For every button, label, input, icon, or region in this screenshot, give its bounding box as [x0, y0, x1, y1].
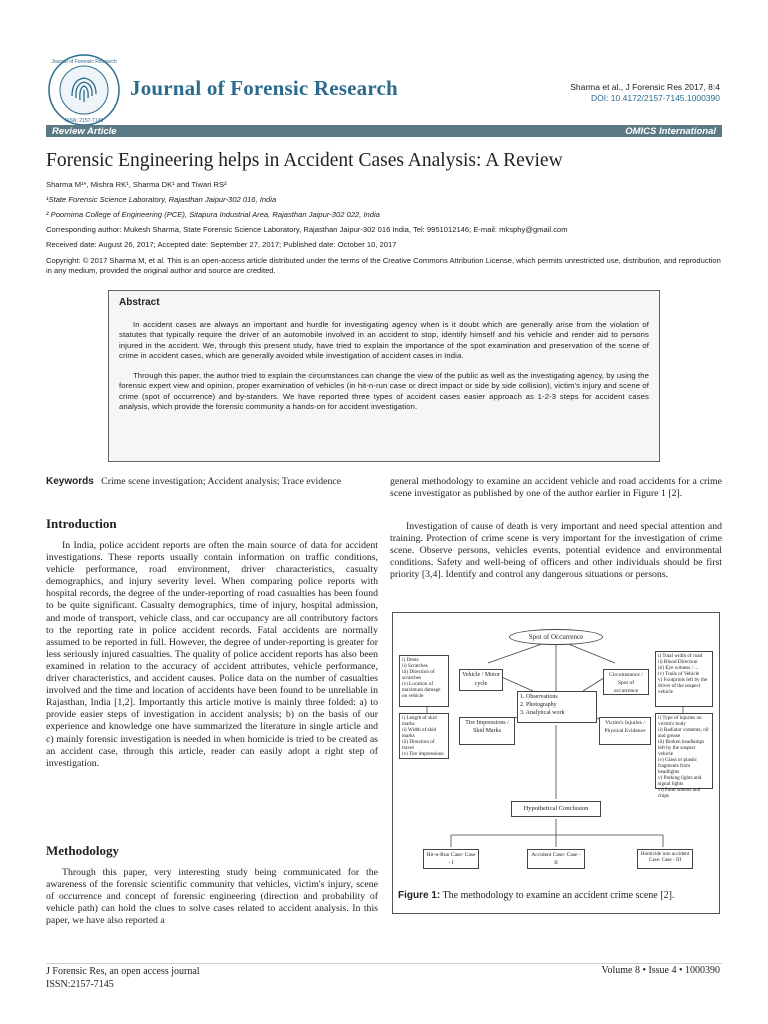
citation-text: Sharma et al., J Forensic Res 2017, 8:4 [570, 82, 720, 92]
hypothetical-conclusion-node: Hypothetical Conclusion [511, 801, 601, 817]
right-column-p2 [390, 521, 722, 581]
figure-caption-label: Figure 1: [398, 890, 441, 901]
victim-evidence-list: i) Type of injuries on victim's body ii) Radiator contents; oil and grease iii) Broken headlamps left by the suspect vehicle iv) Glass or plastic fragments from headlights v) Parking lights and signal lights vi) Paint smears and chips [655, 713, 713, 789]
abstract-heading: Abstract [119, 297, 160, 308]
case-2-node: Accident Case: Case - II [527, 849, 585, 869]
abstract-box [108, 290, 660, 462]
publisher: OMICS International [625, 125, 716, 137]
footer-volume: Volume 8 • Issue 4 • 1000390 [601, 965, 720, 976]
methodology-heading: Methodology [46, 843, 119, 858]
article-type-bar [46, 125, 722, 137]
tire-impressions-node: Tire Impressions / Skid Marks [459, 717, 515, 745]
center-steps-node: 1. Observations 2. Photography 3. Analytical work [517, 691, 597, 723]
methodology-text: Through this paper, very interesting study being communicated for the awareness of the forensic scientific community that vehicles, victim's injury, scene of occurrence and concept of forensic engineering (direction and probability of vehicle path) can hold the clues to solve cases related to accident analysis. In this paper, we have also reported a [46, 867, 378, 927]
article-type: Review Article [52, 125, 117, 137]
journal-title: Journal of Forensic Research [130, 76, 398, 100]
vehicle-evidence-list: i) Dents ii) Scratches iii) Direction of scratches iv) Location of maximum damage on vehicle [399, 655, 449, 707]
copyright: Copyright: © 2017 Sharma M, et al. This is an open-access article distributed under the terms of the Creative Commons Attribution License, which permits unrestricted use, distribution, and reproduction in any medium, provided the original author and source are credited. [46, 256, 721, 275]
introduction-heading: Introduction [46, 516, 117, 531]
paper-title: Forensic Engineering helps in Accident Cases Analysis: A Review [46, 150, 563, 171]
introduction-body [46, 540, 378, 770]
footer-divider [46, 963, 722, 964]
skid-mark-list: i) Length of skid marks ii) Width of skid marks iii) Direction of travel iv) Tire impressions [399, 713, 449, 759]
affiliation-1: ¹State Forensic Science Laboratory, Rajasthan Jaipur-302 016, India [46, 195, 277, 204]
circumstance-node: Circumstance / Spot of occurrence [603, 669, 649, 695]
figure-1 [392, 612, 720, 914]
doi-link[interactable]: DOI: 10.4172/2157-7145.1000390 [590, 93, 720, 103]
abstract-paragraph-1: In accident cases are always an important and hurdle for investigating agency when is it doubt which are generally arise from the violation of statutes that typically require the driver of an automobile involved in an accident to stop, identify himself and his vehicle and render aid to persons injured in the accident. We, through this present study, have tried to explain the importance of the spot examination and preservation of the scene of crime in accident cases, which are generally avoided while investigation of accident cases in India. [119, 320, 649, 360]
footer-issn: ISSN:2157-7145 [46, 979, 114, 990]
dates: Received date: August 26, 2017; Accepted date: September 27, 2017; Published date: October 10, 2017 [46, 240, 397, 249]
keywords [46, 476, 378, 488]
case-1-node: Hit-n-Run Case: Case - I [423, 849, 479, 869]
vehicle-node: Vehicle / Motor cycle [459, 669, 503, 691]
citation [570, 82, 720, 104]
footer-journal: J Forensic Res, an open access journal [46, 966, 200, 977]
abstract-paragraph-2: Through this paper, the author tried to explain the circumstances can change the view of the public as well as the investigating agency, by using the forensic expert view and opinion, proper examination of vehicles (in hit-n-run case or direct impact or side by side collision), victim's injury and scene of crime (spot of occurrence) and by-standers. We have reported three types of accident cases easier approach as 1-2-3 steps for accident cases analysis, which provide the forensic community a hands-on for accident investigation. [119, 371, 649, 412]
scene-evidence-list: i) Total width of road ii) Blood Direction iii) Eye witness / ... iv) Trails of Vehicle v) Footprints left by the driver of the suspect vehicle [655, 651, 713, 707]
methodology-body [46, 867, 378, 927]
figure-caption-text: The methodology to examine an accident crime scene [2]. [440, 890, 675, 901]
case-3-node: Homicide into accident Case: Case - III [637, 849, 693, 869]
victim-injuries-node: Victim's Injuries / Physical Evidence [599, 717, 651, 745]
footer-left [46, 965, 200, 991]
right-paragraph-1: general methodology to examine an accident vehicle and road accidents for a crime scene investigator as published by one of the author earlier in Figure 1 [2]. [390, 476, 722, 500]
figure-caption [398, 890, 674, 901]
spot-of-occurrence-node: Spot of Occurrence [509, 629, 603, 645]
introduction-text: In India, police accident reports are often the main source of data for accident investigations. These reports usually contain information on traffic conditions, vehicle performance, road environment, driver characteristics, casualty demographics, and injury severity level. When comparing police reports with hospital records, the degree of the under-reporting of road casualties has been found to be quite significant. Casualty demographics, time of injury, hospital admission, and mode of transport, vehicle class, and car occupancy are all contributory factors to the reporting rate in police accident records. Fatal accidents are normally assumed to be reported in full. However, the degree of under-reporting is greater for less seriously injured casualties. The quality of police accident reports has also been examined in relation to the accuracy of accident attributes, vehicle performance, driver characteristics, and accident causes. Police data on the number of casualties involved and the time and location of accidents have been found to be unreliable in Rajasthan, India [1,2]. Importantly this article motive is mainly three folded: a) to provide easier steps of investigation in accident analysis; b) on the basis of our experience and knowledge one have summarized the literature in single article and c) mainly forensic investigation is needed in when homicide is tried to be created as an accident case, through this article, reader can easily adopt a right step of investigation. [46, 540, 378, 769]
right-paragraph-2: Investigation of cause of death is very important and need special attention and training. Protection of crime scene is very important for the investigation of crime scene. Observe persons, vehicles events, potential evidence and environmental conditions. Safety and well-being of officers and other individuals should be first priority [3,4]. Identify and control any dangerous situations or persons. [390, 521, 722, 581]
journal-logo [46, 52, 122, 128]
keywords-text: Crime scene investigation; Accident analysis; Trace evidence [101, 476, 342, 487]
affiliation-2: ² Poornima College of Engineering (PCE), Sitapura Industrial Area, Rajasthan Jaipur-302 022, India [46, 210, 380, 219]
svg-text:ISSN: 2157-7145: ISSN: 2157-7145 [64, 118, 104, 124]
keywords-label: Keywords [46, 476, 94, 487]
authors: Sharma M¹*, Mishra RK¹, Sharma DK¹ and Tiwari RS² [46, 180, 227, 189]
right-column-p1 [390, 476, 722, 500]
corresponding-author: Corresponding author: Mukesh Sharma, State Forensic Science Laboratory, Rajasthan Jaipur-302 016 India, Tel: 9951012146; E-mail: mksphy@gmail.com [46, 225, 568, 234]
svg-text:Journal of Forensic Research: Journal of Forensic Research [51, 59, 117, 65]
